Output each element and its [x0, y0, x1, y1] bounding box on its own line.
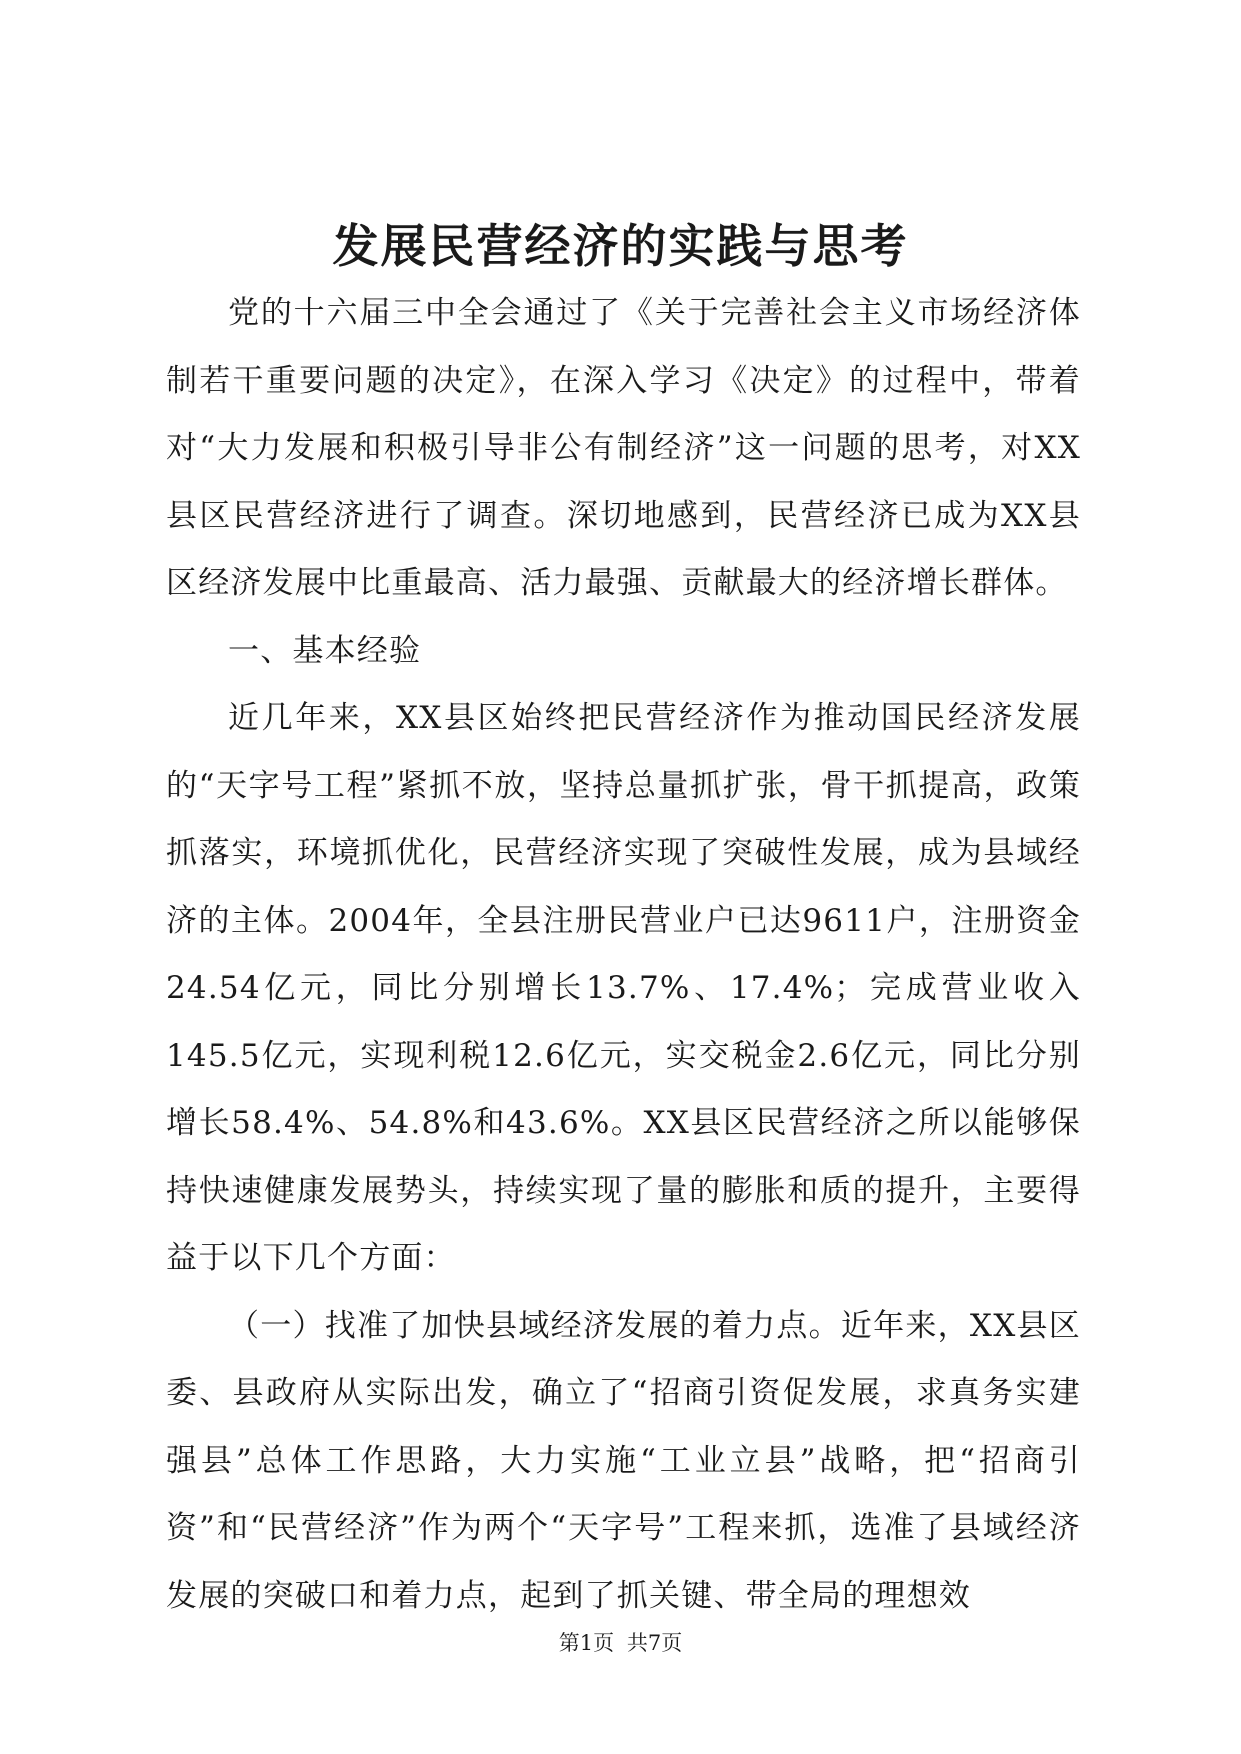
page-footer	[0, 1628, 1241, 1658]
paragraph-overview: 近几年来，XX县区始终把民营经济作为推动国民经济发展的“天字号工程”紧抓不放，坚持总量抓扩张，骨干抓提高，政策抓落实，环境抓优化，民营经济实现了突破性发展，成为县域经济的主体。2004年，全县注册民营业户已达9611户，注册资金24.54亿元，同比分别增长13.7%、17.4%；完成营业收入145.5亿元，实现利税12.6亿元，实交税金2.6亿元，同比分别增长58.4%、54.8%和43.6%。XX县区民营经济之所以能够保持快速健康发展势头，持续实现了量的膨胀和质的提升，主要得益于以下几个方面：	[166, 700, 1081, 1276]
paragraph-point-one: （一）找准了加快县域经济发展的着力点。近年来，XX县区委、县政府从实际出发，确立了“招商引资促发展，求真务实建强县”总体工作思路，大力实施“工业立县”战略，把“招商引资”和“民营经济”作为两个“天字号”工程来抓，选准了县域经济发展的突破口和着力点，起到了抓关键、带全局的理想效	[166, 1307, 1081, 1614]
document-body	[166, 280, 1081, 1630]
page-total: 共7页	[626, 1631, 683, 1655]
section-heading-basic-experience: 一、基本经验	[228, 632, 422, 669]
paragraph-intro: 党的十六届三中全会通过了《关于完善社会主义市场经济体制若干重要问题的决定》，在深入学习《决定》的过程中，带着对“大力发展和积极引导非公有制经济”这一问题的思考，对XX县区民营经济进行了调查。深切地感到，民营经济已成为XX县区经济发展中比重最高、活力最强、贡献最大的经济增长群体。	[166, 295, 1081, 601]
page-number: 第1页	[558, 1631, 615, 1655]
document-title: 发展民营经济的实践与思考	[332, 219, 909, 273]
